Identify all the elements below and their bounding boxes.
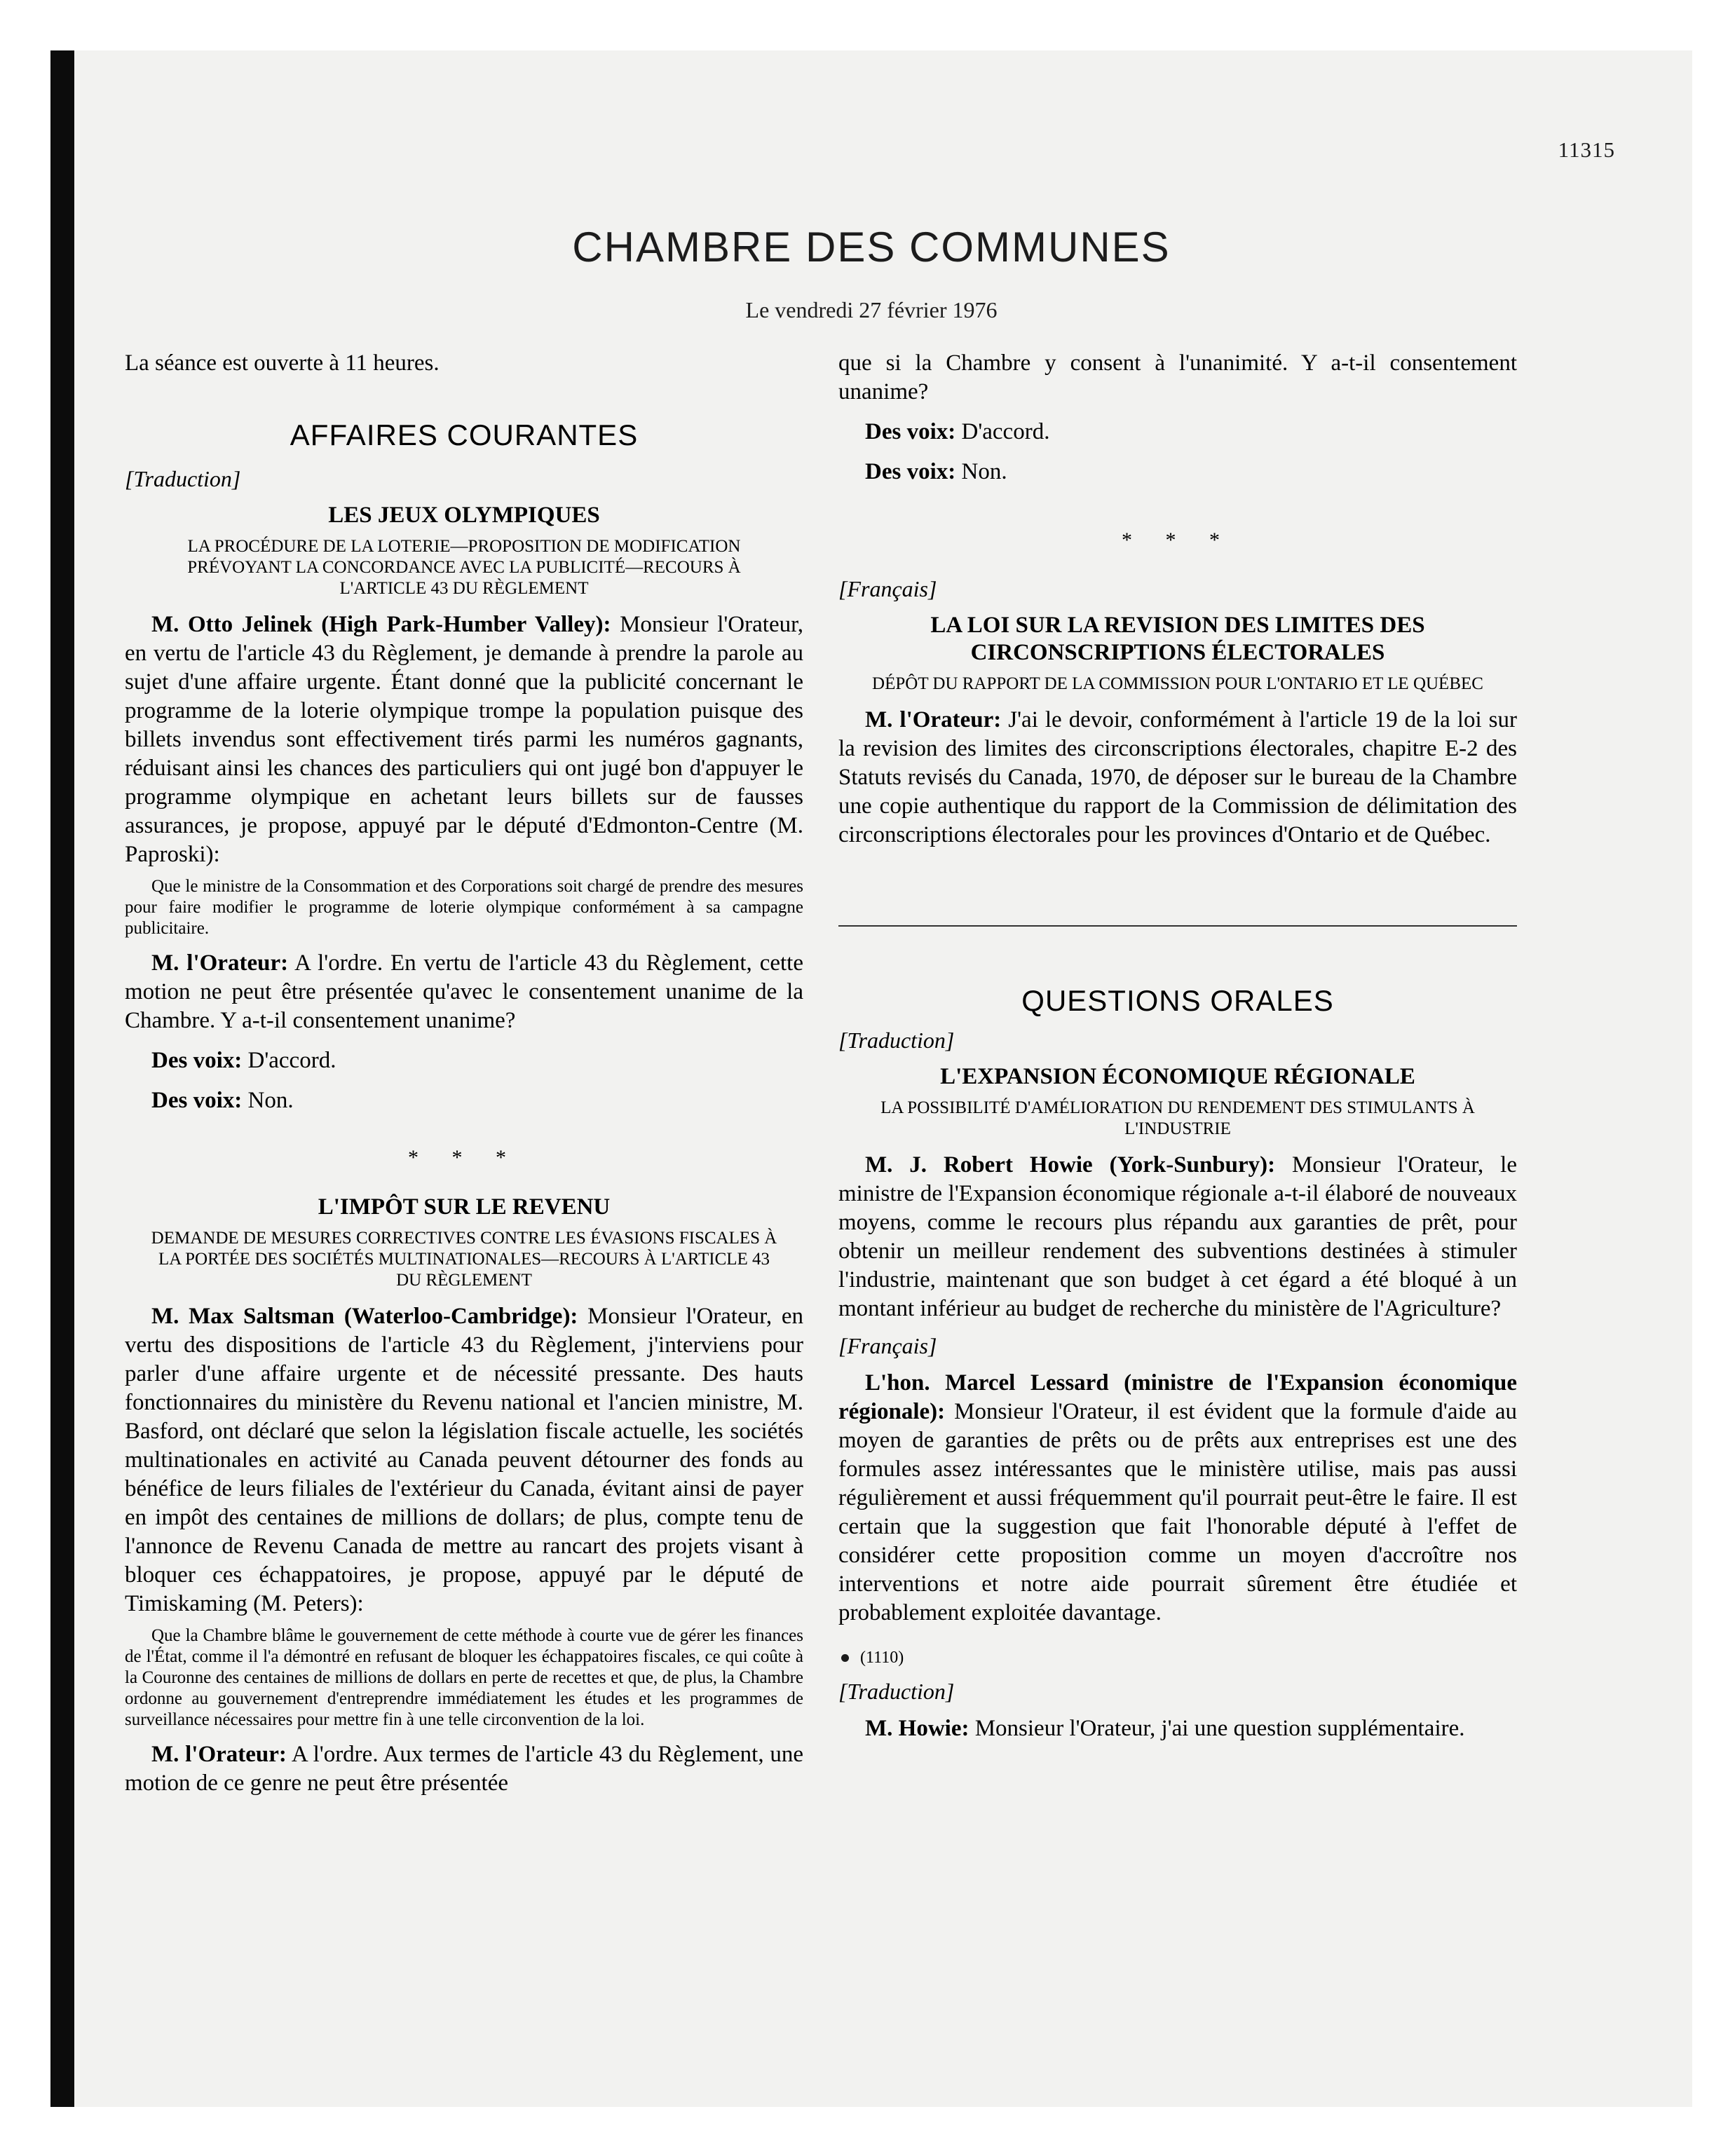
section-rule [838,925,1517,927]
topic-heading-loi: LA LOI SUR LA REVISION DES LIMITES DES CIRCONSCRIPTIONS ÉLECTORALES [930,613,1425,665]
speech-orateur-2 [125,1740,803,1798]
topic-heading-expansion: L'EXPANSION ÉCONOMIQUE RÉGIONALE [940,1064,1415,1089]
voices-no [125,1086,803,1115]
voices-agree [125,1046,803,1075]
time-marker-text: (1110) [860,1649,904,1667]
speech-text: J'ai le devoir, conformément à l'article 19 de la loi sur la revision des limites des circonscriptions électorales, chapitre E-2 des Statuts revisés du Canada, 1970, de déposer sur le bureau de la Chambre une copie authentique du rapport de la Commission de délimitation des circonscriptions électorales pour les provinces d'Ontario et de Québec. [838,707,1517,847]
section-separator: * * * [1122,528,1234,552]
speaker-name: M. Otto Jelinek (High Park-Humber Valley): [151,612,611,637]
section-heading-questions: QUESTIONS ORALES [1021,984,1334,1017]
page-number: 11315 [1558,137,1615,162]
subtopic-impot: DEMANDE DE MESURES CORRECTIVES CONTRE LES ÉVASIONS FISCALES À LA PORTÉE DES SOCIÉTÉS MULTINATIONALES—RECOURS À L'ARTICLE 43 DU RÈGLEMENT [151,1229,777,1290]
speech-jelinek [125,610,803,869]
language-marker: [Traduction] [125,466,241,491]
topic-heading-impot: L'IMPÔT SUR LE REVENU [318,1194,611,1220]
language-marker: [Traduction] [838,1679,955,1704]
speaker-name: M. l'Orateur: [151,950,289,976]
speaker-name: M. Max Saltsman (Waterloo-Cambridge): [151,1304,578,1329]
speaker-name: Des voix: [865,419,956,444]
right-column [838,349,1517,1743]
speaker-name: Des voix: [151,1048,243,1073]
speaker-name: M. Howie: [865,1716,969,1741]
speaker-name: L'hon. Marcel Lessard (ministre de l'Expansion économique régionale): [838,1370,1517,1424]
speech-text: Monsieur l'Orateur, le ministre de l'Expansion économique régionale a-t-il élaboré de nouveaux moyens, comme le recours plus répandu aux garanties de prêt, pour obtenir un meilleur rendement des subventions destinées à stimuler l'industrie, maintenant que son budget à cet égard a été bloqué à un montant inférieur au budget de recherche du ministère de l'Agriculture? [838,1152,1517,1321]
speech-text: A l'ordre. En vertu de l'article 43 du Règlement, cette motion ne peut être présentée qu'avec le consentement unanime de la Chambre. Y a-t-il consentement unanime? [125,950,803,1033]
speaker-name: M. l'Orateur: [151,1742,287,1767]
speech-text: Monsieur l'Orateur, j'ai une question supplémentaire. [969,1716,1465,1741]
subtopic-loi: DÉPÔT DU RAPPORT DE LA COMMISSION POUR L'ONTARIO ET LE QUÉBEC [872,674,1483,693]
speech-lessard [838,1369,1517,1628]
speech-saltsman [125,1302,803,1618]
section-heading-affaires: AFFAIRES COURANTES [290,418,639,451]
language-marker: [Traduction] [838,1028,955,1053]
subtopic-expansion: LA POSSIBILITÉ D'AMÉLIORATION DU RENDEMENT DES STIMULANTS À L'INDUSTRIE [880,1098,1475,1138]
speech-text: D'accord. [955,419,1050,444]
speech-continuation: que si la Chambre y consent à l'unanimité. Y a-t-il consentement unanime? [838,350,1517,404]
speaker-name: Des voix: [151,1088,243,1113]
document-title: CHAMBRE DES COMMUNES [572,224,1171,271]
motion-jelinek: Que le ministre de la Consommation et des Corporations soit chargé de prendre des mesures pour faire modifier le programme de loterie olympique conformément à sa campagne publicitaire. [125,877,803,938]
speech-orateur-3 [838,706,1517,850]
speech-text: Non. [242,1088,294,1113]
speech-text: Monsieur l'Orateur, en vertu de l'article 43 du Règlement, je demande à prendre la parole au sujet d'une affaire urgente. Étant donné que la publicité concernant le programme de la loterie olympique trompe la population puisque des billets invendus sont effectivement tirés parmi les numéros gagnants, réduisant ainsi les chances des particuliers qui ont jugé bon d'appuyer le programme olympique en achetant leurs billets sur de fausses assurances, je propose, appuyé par le député d'Edmonton-Centre (M. Paproski): [125,612,804,867]
opening-line: La séance est ouverte à 11 heures. [125,350,440,376]
section-separator: * * * [408,1146,520,1169]
voices-agree [838,418,1517,446]
language-marker: [Français] [838,1333,937,1358]
subtopic-jeux: LA PROCÉDURE DE LA LOTERIE—PROPOSITION DE MODIFICATION PRÉVOYANT LA CONCORDANCE AVEC LA PUBLICITÉ—RECOURS À L'ARTICLE 43 DU RÈGLEMENT [187,537,741,598]
language-marker: [Français] [838,576,937,601]
speaker-name: M. J. Robert Howie (York-Sunbury): [865,1152,1276,1178]
speech-text: Monsieur l'Orateur, il est évident que la formule d'aide au moyen de garanties de prêts ou de prêts aux entreprises est une des formules assez intéressantes que le ministère utilise, mais pas aussi régulièrement et aussi fréquemment qu'il pourrait peut-être le faire. Il est certain que la suggestion que fait l'honorable député à l'effet de considérer cette proposition comme un moyen d'accroître nos interventions et notre aide pourrait sûrement être étudiée et probablement exploitée davantage. [838,1399,1517,1625]
speech-text: Non. [955,459,1007,484]
speech-text: A l'ordre. Aux termes de l'article 43 du Règlement, une motion de ce genre ne peut être présentée [125,1742,803,1796]
voices-no [838,458,1517,486]
motion-saltsman: Que la Chambre blâme le gouvernement de cette méthode à courte vue de gérer les finances de l'État, comme il l'a démontré en refusant de bloquer les échappatoires fiscales, ce qui coûte à la Couronne des centaines de millions de dollars en perte de recettes et que, de plus, la Chambre ordonne au gouvernement d'entreprendre immédiatement les études et les programmes de surveillance nécessaires pour mettre fin à une telle circonvention de la loi. [125,1626,803,1729]
scan-edge [50,50,74,2107]
speech-orateur-1 [125,949,803,1035]
speech-howie-2 [838,1714,1517,1743]
speech-text: Monsieur l'Orateur, en vertu des dispositions de l'article 43 du Règlement, j'interviens pour parler d'une affaire urgente et de nécessité pressante. Des hauts fonctionnaires du ministère du Revenu national et l'ancien ministre, M. Basford, ont déclaré que selon la législation fiscale actuelle, les sociétés multinationales en activité au Canada peuvent détourner des fonds au bénéfice de leurs filiales de l'extérieur du Canada, évitant ainsi de payer en impôt des centaines de millions de dollars; de plus, compte tenu de l'annonce de Revenu Canada de mettre au rancart des projets visant à bloquer ces échappatoires, je propose, appuyé par le député de Timiskaming (M. Peters): [125,1304,803,1616]
speaker-name: M. l'Orateur: [865,707,1002,732]
speaker-name: Des voix: [865,459,956,484]
speech-howie [838,1151,1517,1323]
speech-text: D'accord. [242,1048,336,1073]
sitting-date: Le vendredi 27 février 1976 [745,297,998,322]
time-marker [838,1649,1517,1667]
bullet-icon [841,1654,849,1662]
topic-heading-jeux: LES JEUX OLYMPIQUES [328,503,600,528]
left-column [125,349,803,1798]
